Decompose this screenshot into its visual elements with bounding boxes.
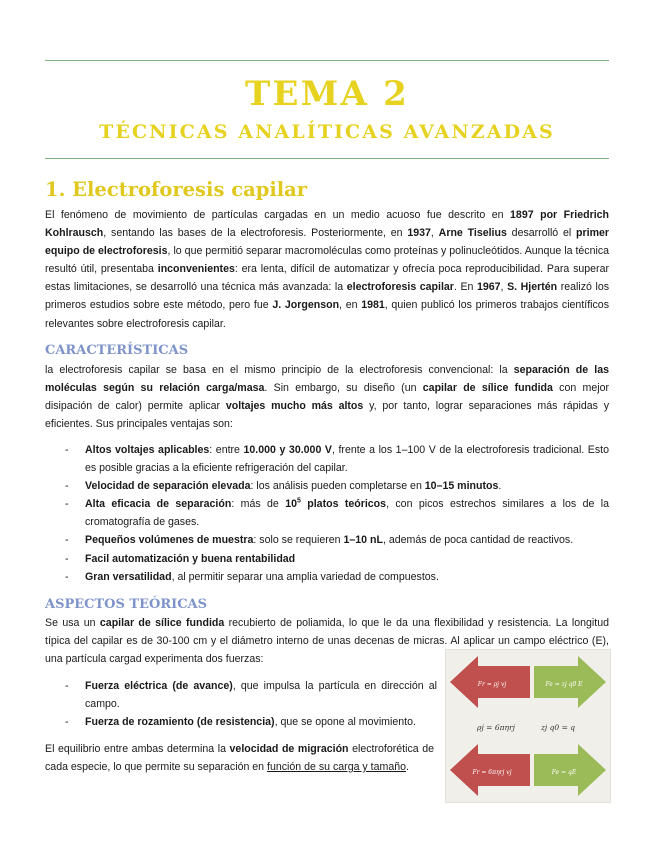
caracteristicas-heading: CARACTERÍSTICAS: [45, 343, 189, 358]
bold-run: 10: [285, 498, 297, 511]
intro-paragraph: [45, 206, 609, 333]
text-run: , frente a los 1–100 V de la electroforesis tradicional. Esto es posible gracias a la eficiente refrigeración del capilar.: [85, 444, 610, 475]
list-item: - Velocidad de separación elevada: los análisis pueden completarse en 10–15 minutos.: [65, 480, 502, 493]
text-run: , en: [339, 299, 362, 312]
bold-run: 1937: [407, 227, 431, 240]
text-run: Se usa un: [45, 617, 100, 629]
bold-run: 1–10 nL: [343, 534, 383, 547]
text-run: con mejor disipación de calor) permite aplicar: [45, 382, 609, 413]
forces-diagram-svg: [446, 650, 610, 802]
text-run: El equilibrio entre ambas determina la: [45, 743, 230, 755]
text-run: : era lenta, difícil de automatizar y ofrecía poca reproducibilidad. Para superar estas limitaciones, se desarrolló una técnica más avanzada: la: [45, 263, 609, 294]
list-item: - Altos voltajes aplicables: entre 10.000 y 30.000 V, frente a los 1–100 V de la electroforesis tradicional. Esto es posible gracias a la eficiente refrigeración del capilar.: [65, 444, 610, 475]
text-run: , que impulsa la partícula en dirección al campo.: [85, 680, 437, 711]
formula-bottom-right: Fe = qE: [551, 769, 577, 776]
bold-run: Gran versatilidad: [85, 570, 172, 583]
bold-run: platos teóricos: [300, 498, 387, 511]
fuerzas-list: [45, 677, 437, 731]
header-top-rule: [45, 60, 609, 61]
underlined-run: función de su carga y tamaño: [267, 761, 407, 774]
bold-run: J. Jorgenson: [272, 299, 340, 312]
text-run: El fenómeno de movimiento de partículas cargadas en un medio acuoso fue descrito en: [45, 209, 511, 221]
text-run: , con picos estrechos similares a los de la cromatografía de gases.: [85, 498, 609, 529]
bold-run: S. Hjertén: [507, 281, 558, 294]
bold-run: velocidad de migración: [229, 743, 349, 755]
text-run: . Sin embargo, su diseño (un: [264, 382, 423, 395]
list-item: - Fuerza eléctrica (de avance), que impulsa la partícula en dirección al campo.: [65, 680, 437, 711]
text-run: , sentando las bases de la electroforesis. Posteriormente, en: [103, 227, 408, 240]
text-run: desarrolló el: [506, 227, 577, 240]
aspectos-heading: ASPECTOS TEÓRICAS: [45, 597, 208, 612]
bold-run: separación de las moléculas según su relación carga/masa: [45, 364, 609, 395]
list-item: - Fuerza de rozamiento (de resistencia), que se opone al movimiento.: [65, 716, 416, 729]
text-run: . En: [453, 281, 477, 294]
text-run: : los análisis pueden completarse en: [250, 480, 425, 493]
list-item: - Pequeños volúmenes de muestra: solo se requieren 1–10 nL, además de poca cantidad de reactivos.: [65, 534, 574, 547]
bold-run: voltajes mucho más altos: [225, 400, 364, 413]
bold-run: capilar de sílice fundida: [422, 382, 553, 395]
section-heading: 1. Electroforesis capilar: [45, 178, 308, 201]
forces-diagram: [445, 649, 611, 803]
bold-run: Fuerza de rozamiento (de resistencia): [85, 716, 275, 729]
formula-mid-left: ρj = 6πηrj: [477, 723, 515, 732]
caracteristicas-paragraph: [45, 361, 609, 433]
text-run: y, por tanto, lograr separaciones más rápidas y eficientes. Sus principales ventajas son:: [45, 400, 610, 431]
text-run: : entre: [209, 444, 244, 456]
text-run: , además de poca cantidad de reactivos.: [382, 534, 574, 547]
bold-run: Velocidad de separación elevada: [85, 480, 251, 493]
bold-run: inconvenientes: [157, 263, 235, 276]
bold-run: electroforesis capilar: [346, 281, 454, 294]
bold-run: capilar de sílice fundida: [99, 617, 225, 629]
text-run: , quien publicó los primeros trabajos científicos relevantes sobre electroforesis capilar.: [45, 299, 609, 330]
formula-mid-right: zj q0 = q: [540, 723, 576, 732]
text-run: .: [498, 480, 502, 493]
text-run: la electroforesis capilar se basa en el mismo principio de la electroforesis convencional: la: [45, 364, 514, 376]
text-run: , al permitir separar una amplia variedad de compuestos.: [171, 570, 439, 583]
bold-run: 1967: [476, 281, 501, 294]
list-item: - Alta eficacia de separación: más de $10^5$ platos teóricos, con picos estrechos similares a los de la cromatografía de gases.: [65, 497, 609, 529]
list-item: - Facil automatización y buena rentabilidad: [65, 552, 296, 565]
list-item: - Gran versatilidad, al permitir separar una amplia variedad de compuestos.: [65, 570, 439, 583]
bold-run: Altos voltajes aplicables: [85, 444, 210, 456]
formula-bottom-left: Fr = 6πηrj vj: [472, 769, 512, 776]
text-run: electroforética de cada especie, lo que permite su separación en: [45, 743, 434, 774]
bold-run: Fuerza eléctrica (de avance): [85, 680, 233, 692]
text-run: : más de: [231, 498, 286, 511]
text-run: : solo se requieren: [253, 534, 344, 547]
bold-run: Alta eficacia de separación: [85, 498, 232, 511]
text-run: .: [406, 761, 409, 774]
formula-top-right: Fe = zj q0 E: [545, 681, 583, 688]
header-bottom-rule: [45, 158, 609, 159]
bold-run: 1981: [361, 299, 385, 312]
text-run: , que se opone al movimiento.: [274, 716, 416, 729]
bold-run: Arne Tiselius: [438, 227, 507, 240]
closing-paragraph: [45, 740, 434, 776]
text-run: ,: [430, 227, 439, 240]
text-run: recubierto de poliamida, lo que le da una flexibilidad y resistencia. La longitud típica del capilar es de 30-100 cm y el diámetro interno de unas decenas de micras. Al aplicar un campo eléctrico (E), una partícula cargad experimenta dos fuerzas:: [45, 617, 609, 666]
bold-run: Facil automatización y buena rentabilidad: [85, 552, 296, 565]
bold-run: 1897 por Friedrich Kohlrausch: [45, 209, 609, 240]
superscript: 5: [296, 497, 301, 505]
ventajas-list: [45, 441, 609, 586]
bold-run: Pequeños volúmenes de muestra: [85, 534, 254, 547]
bold-run: 10–15 minutos: [424, 480, 499, 493]
text-run: realizó los primeros estudios sobre este método, pero fue: [45, 281, 610, 312]
page-title: TEMA 2: [245, 74, 409, 114]
bold-run: primer equipo de electroforesis: [45, 227, 610, 258]
text-run: , lo que permitió separar macromoléculas como proteínas y polinucleótidos. Aunque la técnica resultó útil, presentaba: [45, 245, 610, 276]
formula-top-left: Fr = ρj vj: [477, 681, 507, 688]
bold-run: 10.000 y 30.000 V: [243, 444, 332, 456]
page-subtitle: TÉCNICAS ANALÍTICAS AVANZADAS: [99, 121, 555, 143]
text-run: ,: [500, 281, 508, 294]
